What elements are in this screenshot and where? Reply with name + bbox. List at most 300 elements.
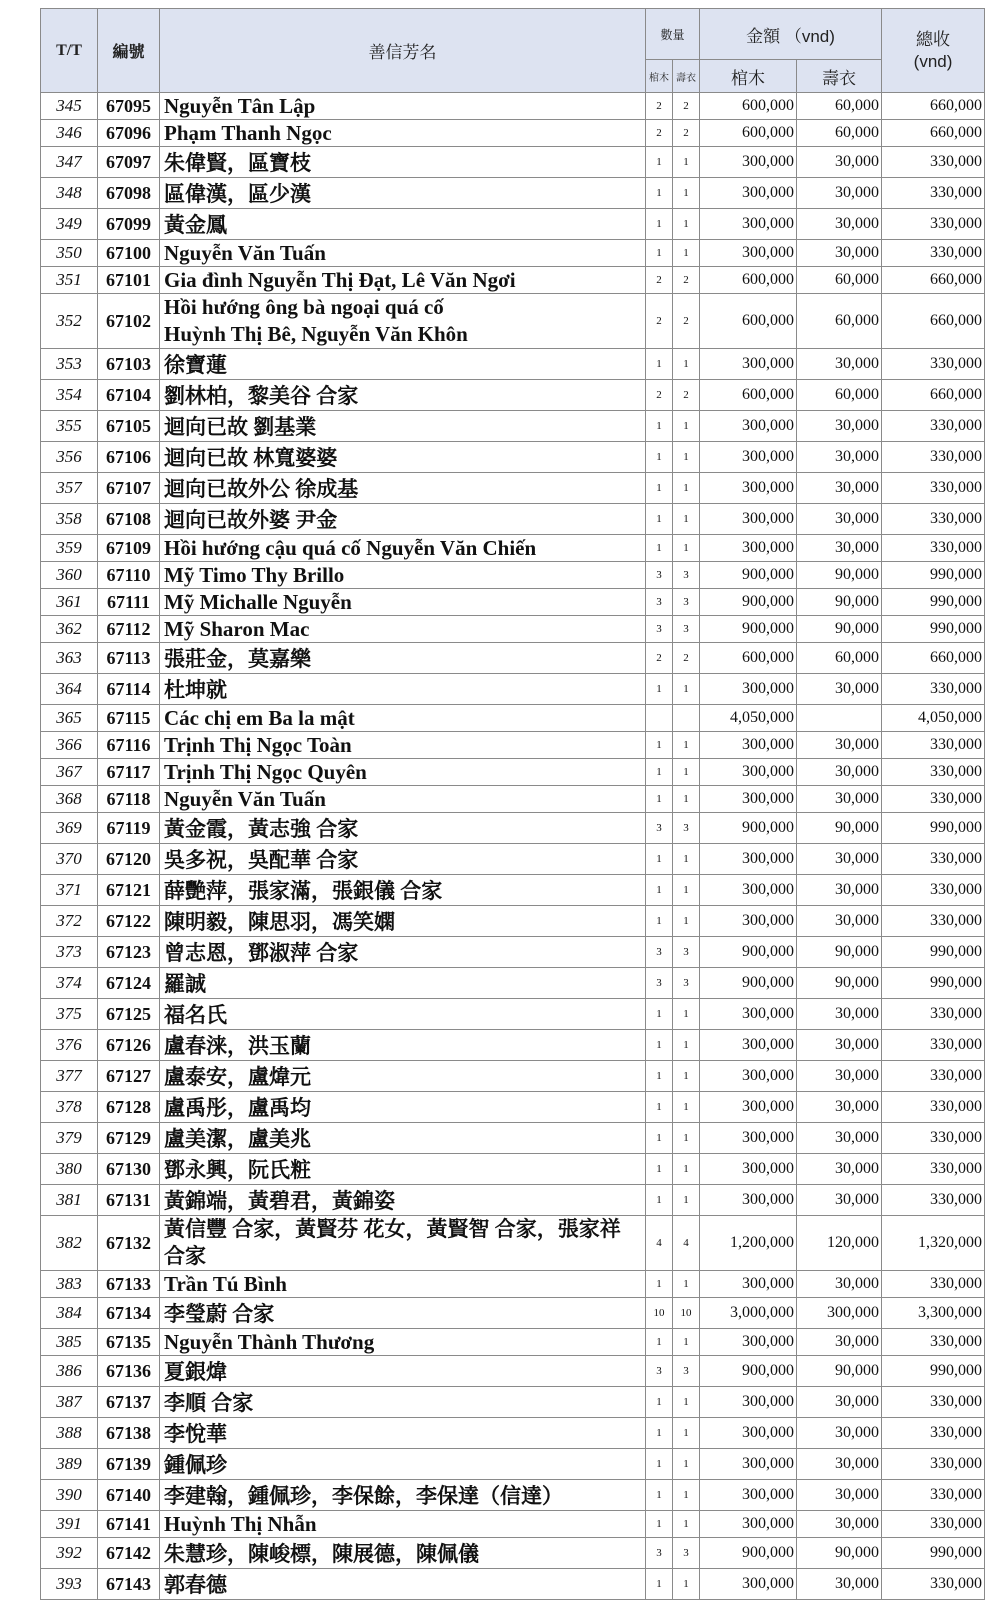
row-amount-clothes: 30,000 (797, 209, 882, 240)
row-name: 迴向已故外公 徐成基 (160, 473, 646, 504)
table-row (41, 875, 985, 906)
row-code: 67121 (98, 875, 160, 906)
row-qty-coffin: 3 (646, 616, 673, 643)
row-amount-coffin: 300,000 (700, 759, 797, 786)
table-row (41, 1480, 985, 1511)
row-number: 382 (41, 1216, 98, 1271)
row-qty-coffin: 1 (646, 1271, 673, 1298)
row-qty-clothes: 1 (673, 674, 700, 705)
row-amount-coffin: 600,000 (700, 93, 797, 120)
row-qty-coffin: 1 (646, 1092, 673, 1123)
row-amount-clothes: 90,000 (797, 968, 882, 999)
table-row (41, 93, 985, 120)
row-amount-clothes: 30,000 (797, 1387, 882, 1418)
row-amount-coffin: 300,000 (700, 1387, 797, 1418)
row-amount-coffin: 300,000 (700, 504, 797, 535)
row-number: 368 (41, 786, 98, 813)
row-total: 330,000 (882, 349, 985, 380)
row-amount-coffin: 300,000 (700, 844, 797, 875)
row-total: 4,050,000 (882, 705, 985, 732)
row-code: 67127 (98, 1061, 160, 1092)
row-amount-clothes: 30,000 (797, 999, 882, 1030)
row-qty-coffin: 1 (646, 732, 673, 759)
row-qty-coffin: 1 (646, 674, 673, 705)
row-name: 迴向已故外婆 尹金 (160, 504, 646, 535)
row-code: 67119 (98, 813, 160, 844)
table-row (41, 999, 985, 1030)
row-qty-coffin: 2 (646, 93, 673, 120)
row-number: 359 (41, 535, 98, 562)
row-total: 330,000 (882, 1329, 985, 1356)
row-name: Hồi hướng ông bà ngoại quá cố Huỳnh Thị Bê, Nguyễn Văn Khôn (160, 294, 646, 349)
row-name: 羅誠 (160, 968, 646, 999)
row-name: 迴向已故 林寬婆婆 (160, 442, 646, 473)
row-qty-coffin: 1 (646, 1418, 673, 1449)
row-qty-coffin: 1 (646, 442, 673, 473)
row-number: 374 (41, 968, 98, 999)
row-amount-clothes: 30,000 (797, 1569, 882, 1600)
row-qty-coffin: 1 (646, 1123, 673, 1154)
row-amount-coffin: 300,000 (700, 1569, 797, 1600)
row-number: 362 (41, 616, 98, 643)
table-row (41, 120, 985, 147)
row-qty-coffin: 1 (646, 786, 673, 813)
row-number: 387 (41, 1387, 98, 1418)
row-qty-clothes: 1 (673, 732, 700, 759)
row-amount-clothes: 60,000 (797, 380, 882, 411)
header-quantity: 數量 (646, 9, 700, 60)
table-row (41, 937, 985, 968)
table-row (41, 1123, 985, 1154)
row-total: 330,000 (882, 178, 985, 209)
row-amount-coffin: 900,000 (700, 1356, 797, 1387)
row-amount-clothes: 60,000 (797, 294, 882, 349)
row-number: 357 (41, 473, 98, 504)
header-tt: T/T (41, 9, 98, 93)
table-row (41, 906, 985, 937)
row-name: Nguyễn Văn Tuấn (160, 240, 646, 267)
row-qty-clothes: 3 (673, 968, 700, 999)
row-code: 67126 (98, 1030, 160, 1061)
row-total: 990,000 (882, 589, 985, 616)
row-total: 330,000 (882, 473, 985, 504)
row-code: 67101 (98, 267, 160, 294)
row-qty-clothes: 2 (673, 380, 700, 411)
row-amount-clothes: 60,000 (797, 93, 882, 120)
row-number: 383 (41, 1271, 98, 1298)
row-number: 372 (41, 906, 98, 937)
row-qty-clothes: 3 (673, 562, 700, 589)
row-total: 3,300,000 (882, 1298, 985, 1329)
row-qty-clothes: 1 (673, 1449, 700, 1480)
table-row (41, 968, 985, 999)
row-qty-coffin: 2 (646, 643, 673, 674)
row-amount-clothes: 30,000 (797, 1418, 882, 1449)
table-row (41, 1061, 985, 1092)
row-total: 660,000 (882, 120, 985, 147)
row-amount-coffin: 300,000 (700, 1329, 797, 1356)
row-qty-coffin: 1 (646, 906, 673, 937)
row-number: 389 (41, 1449, 98, 1480)
row-qty-clothes: 1 (673, 1511, 700, 1538)
row-amount-clothes: 30,000 (797, 759, 882, 786)
row-amount-clothes: 30,000 (797, 1154, 882, 1185)
row-qty-coffin: 3 (646, 1538, 673, 1569)
row-total: 330,000 (882, 1511, 985, 1538)
header-code: 編號 (98, 9, 160, 93)
row-qty-clothes: 2 (673, 643, 700, 674)
row-total: 990,000 (882, 813, 985, 844)
row-qty-coffin: 1 (646, 240, 673, 267)
row-code: 67109 (98, 535, 160, 562)
row-amount-coffin: 300,000 (700, 1154, 797, 1185)
row-name: 區偉漢，區少漢 (160, 178, 646, 209)
row-amount-coffin: 600,000 (700, 380, 797, 411)
row-number: 345 (41, 93, 98, 120)
row-code: 67096 (98, 120, 160, 147)
row-qty-clothes: 3 (673, 1356, 700, 1387)
row-qty-clothes: 1 (673, 1092, 700, 1123)
row-total: 330,000 (882, 759, 985, 786)
row-qty-coffin: 1 (646, 1511, 673, 1538)
row-name: 李建翰，鍾佩珍，李保餘，李保達（信達） (160, 1480, 646, 1511)
row-qty-coffin: 2 (646, 380, 673, 411)
row-total: 330,000 (882, 906, 985, 937)
row-qty-coffin: 1 (646, 1449, 673, 1480)
row-amount-clothes: 300,000 (797, 1298, 882, 1329)
row-qty-clothes: 1 (673, 1061, 700, 1092)
row-total: 330,000 (882, 240, 985, 267)
row-qty-coffin: 4 (646, 1216, 673, 1271)
row-name: Mỹ Michalle Nguyễn (160, 589, 646, 616)
row-qty-coffin: 3 (646, 1356, 673, 1387)
header-amount-clothes: 壽衣 (797, 60, 882, 93)
row-qty-coffin: 1 (646, 209, 673, 240)
row-amount-clothes: 30,000 (797, 147, 882, 178)
row-amount-coffin: 300,000 (700, 999, 797, 1030)
row-name: 黃信豐 合家，黃賢芬 花女，黃賢智 合家，張家祥 合家 (160, 1216, 646, 1271)
row-qty-clothes: 1 (673, 1154, 700, 1185)
table-row (41, 1569, 985, 1600)
row-amount-clothes: 30,000 (797, 504, 882, 535)
table-row (41, 674, 985, 705)
row-code: 67106 (98, 442, 160, 473)
row-name: Trần Tú Bình (160, 1271, 646, 1298)
row-amount-clothes: 90,000 (797, 589, 882, 616)
table-row (41, 759, 985, 786)
row-qty-coffin: 2 (646, 294, 673, 349)
row-number: 360 (41, 562, 98, 589)
row-qty-clothes: 4 (673, 1216, 700, 1271)
row-code: 67097 (98, 147, 160, 178)
table-row (41, 209, 985, 240)
row-number: 349 (41, 209, 98, 240)
row-name: Phạm Thanh Ngọc (160, 120, 646, 147)
row-number: 376 (41, 1030, 98, 1061)
row-amount-clothes: 90,000 (797, 562, 882, 589)
row-total: 330,000 (882, 999, 985, 1030)
row-amount-coffin: 1,200,000 (700, 1216, 797, 1271)
row-qty-clothes: 3 (673, 937, 700, 968)
row-amount-clothes: 30,000 (797, 473, 882, 504)
row-number: 353 (41, 349, 98, 380)
row-qty-clothes: 1 (673, 1387, 700, 1418)
row-amount-clothes: 30,000 (797, 1061, 882, 1092)
row-total: 330,000 (882, 1092, 985, 1123)
row-total: 990,000 (882, 968, 985, 999)
row-number: 369 (41, 813, 98, 844)
row-code: 67113 (98, 643, 160, 674)
row-name: 曾志恩，鄧淑萍 合家 (160, 937, 646, 968)
row-qty-clothes: 1 (673, 1185, 700, 1216)
row-number: 355 (41, 411, 98, 442)
row-code: 67134 (98, 1298, 160, 1329)
row-qty-coffin: 1 (646, 759, 673, 786)
row-qty-clothes: 2 (673, 294, 700, 349)
row-name: Nguyễn Tân Lập (160, 93, 646, 120)
row-total: 330,000 (882, 535, 985, 562)
row-number: 373 (41, 937, 98, 968)
table-row (41, 786, 985, 813)
row-name: 李悅華 (160, 1418, 646, 1449)
row-name: Gia đình Nguyễn Thị Đạt, Lê Văn Ngơi (160, 267, 646, 294)
table-row (41, 504, 985, 535)
row-code: 67124 (98, 968, 160, 999)
row-total: 330,000 (882, 1569, 985, 1600)
row-qty-coffin: 3 (646, 562, 673, 589)
row-qty-coffin: 1 (646, 1480, 673, 1511)
row-qty-coffin: 1 (646, 875, 673, 906)
row-amount-clothes: 30,000 (797, 1185, 882, 1216)
row-amount-coffin: 900,000 (700, 813, 797, 844)
table-row (41, 1538, 985, 1569)
header-amount: 金額 （vnd) (700, 9, 882, 60)
row-name: Mỹ Sharon Mac (160, 616, 646, 643)
row-qty-clothes: 2 (673, 120, 700, 147)
row-name: 鄧永興，阮氏粧 (160, 1154, 646, 1185)
row-amount-coffin: 900,000 (700, 562, 797, 589)
row-total: 330,000 (882, 1061, 985, 1092)
row-amount-coffin: 600,000 (700, 120, 797, 147)
row-qty-coffin: 1 (646, 178, 673, 209)
row-code: 67133 (98, 1271, 160, 1298)
row-qty-coffin (646, 705, 673, 732)
table-row (41, 1329, 985, 1356)
row-name: 朱偉賢，區寶枝 (160, 147, 646, 178)
row-number: 365 (41, 705, 98, 732)
row-total: 330,000 (882, 1387, 985, 1418)
table-row (41, 1418, 985, 1449)
row-name: Trịnh Thị Ngọc Quyên (160, 759, 646, 786)
row-amount-clothes: 120,000 (797, 1216, 882, 1271)
row-amount-coffin: 300,000 (700, 1061, 797, 1092)
row-total: 330,000 (882, 786, 985, 813)
row-amount-coffin: 300,000 (700, 906, 797, 937)
row-total: 330,000 (882, 844, 985, 875)
row-name: 李順 合家 (160, 1387, 646, 1418)
row-number: 351 (41, 267, 98, 294)
row-amount-coffin: 300,000 (700, 411, 797, 442)
row-name: 黃金鳳 (160, 209, 646, 240)
row-qty-coffin: 1 (646, 473, 673, 504)
row-amount-clothes: 30,000 (797, 240, 882, 267)
row-qty-clothes: 1 (673, 240, 700, 267)
table-row (41, 380, 985, 411)
table-row (41, 1387, 985, 1418)
row-amount-clothes: 30,000 (797, 1123, 882, 1154)
table-row (41, 473, 985, 504)
row-code: 67122 (98, 906, 160, 937)
row-code: 67131 (98, 1185, 160, 1216)
table-row (41, 1185, 985, 1216)
row-amount-clothes: 30,000 (797, 1030, 882, 1061)
table-row (41, 1298, 985, 1329)
header-qty-coffin: 棺木 (646, 60, 673, 93)
row-amount-clothes: 90,000 (797, 1538, 882, 1569)
row-number: 379 (41, 1123, 98, 1154)
row-code: 67114 (98, 674, 160, 705)
row-number: 390 (41, 1480, 98, 1511)
table-row (41, 1449, 985, 1480)
row-qty-coffin: 2 (646, 267, 673, 294)
row-name: 盧禹彤，盧禹均 (160, 1092, 646, 1123)
row-qty-clothes: 1 (673, 1123, 700, 1154)
row-amount-coffin: 300,000 (700, 1030, 797, 1061)
row-total: 660,000 (882, 380, 985, 411)
row-total: 990,000 (882, 1538, 985, 1569)
table-row (41, 411, 985, 442)
row-total: 330,000 (882, 674, 985, 705)
row-code: 67098 (98, 178, 160, 209)
table-row (41, 349, 985, 380)
row-name: 夏銀煒 (160, 1356, 646, 1387)
row-amount-coffin: 300,000 (700, 209, 797, 240)
row-amount-clothes: 90,000 (797, 1356, 882, 1387)
row-amount-coffin: 900,000 (700, 1538, 797, 1569)
row-amount-coffin: 300,000 (700, 1271, 797, 1298)
row-qty-clothes: 1 (673, 1480, 700, 1511)
row-amount-coffin: 300,000 (700, 442, 797, 473)
row-amount-clothes: 90,000 (797, 813, 882, 844)
row-total: 330,000 (882, 209, 985, 240)
row-amount-coffin: 4,050,000 (700, 705, 797, 732)
row-qty-clothes: 1 (673, 411, 700, 442)
row-amount-clothes: 90,000 (797, 937, 882, 968)
header-name: 善信芳名 (160, 9, 646, 93)
row-name: 黃錦端，黃碧君，黃錦姿 (160, 1185, 646, 1216)
row-number: 388 (41, 1418, 98, 1449)
row-number: 348 (41, 178, 98, 209)
row-qty-clothes: 2 (673, 267, 700, 294)
table-row (41, 1030, 985, 1061)
row-code: 67123 (98, 937, 160, 968)
row-qty-clothes: 1 (673, 473, 700, 504)
row-number: 367 (41, 759, 98, 786)
row-code: 67136 (98, 1356, 160, 1387)
table-row (41, 844, 985, 875)
row-qty-clothes: 1 (673, 178, 700, 209)
row-total: 330,000 (882, 411, 985, 442)
row-qty-coffin: 1 (646, 1030, 673, 1061)
row-amount-coffin: 300,000 (700, 875, 797, 906)
row-amount-clothes: 60,000 (797, 643, 882, 674)
table-row (41, 589, 985, 616)
row-qty-clothes: 1 (673, 1271, 700, 1298)
row-amount-coffin: 900,000 (700, 616, 797, 643)
row-number: 352 (41, 294, 98, 349)
row-code: 67139 (98, 1449, 160, 1480)
row-code: 67117 (98, 759, 160, 786)
row-amount-coffin: 300,000 (700, 240, 797, 267)
row-amount-clothes: 30,000 (797, 786, 882, 813)
table-body (41, 93, 985, 1600)
table-row (41, 294, 985, 349)
row-qty-coffin: 10 (646, 1298, 673, 1329)
row-code: 67120 (98, 844, 160, 875)
row-qty-clothes: 1 (673, 1418, 700, 1449)
row-qty-coffin: 1 (646, 1061, 673, 1092)
row-amount-clothes: 30,000 (797, 442, 882, 473)
row-qty-coffin: 1 (646, 1154, 673, 1185)
row-name: Trịnh Thị Ngọc Toàn (160, 732, 646, 759)
row-qty-coffin: 2 (646, 120, 673, 147)
row-code: 67102 (98, 294, 160, 349)
row-amount-coffin: 300,000 (700, 1449, 797, 1480)
table-row (41, 442, 985, 473)
row-amount-coffin: 300,000 (700, 1418, 797, 1449)
row-number: 377 (41, 1061, 98, 1092)
row-amount-clothes: 30,000 (797, 1271, 882, 1298)
row-code: 67099 (98, 209, 160, 240)
row-qty-clothes: 10 (673, 1298, 700, 1329)
row-qty-clothes: 3 (673, 813, 700, 844)
table-row (41, 562, 985, 589)
row-qty-clothes: 1 (673, 875, 700, 906)
row-qty-coffin: 1 (646, 504, 673, 535)
row-qty-coffin: 3 (646, 968, 673, 999)
row-amount-clothes: 30,000 (797, 732, 882, 759)
row-code: 67135 (98, 1329, 160, 1356)
row-qty-clothes: 1 (673, 786, 700, 813)
row-amount-clothes: 30,000 (797, 1092, 882, 1123)
row-total: 990,000 (882, 616, 985, 643)
row-name: 徐寶蓮 (160, 349, 646, 380)
table-row (41, 643, 985, 674)
row-code: 67108 (98, 504, 160, 535)
row-number: 347 (41, 147, 98, 178)
table-row (41, 813, 985, 844)
row-code: 67141 (98, 1511, 160, 1538)
table-row (41, 1271, 985, 1298)
row-amount-coffin: 300,000 (700, 1092, 797, 1123)
row-qty-clothes: 1 (673, 999, 700, 1030)
donation-table (40, 8, 985, 1600)
row-total: 330,000 (882, 1030, 985, 1061)
row-qty-clothes: 1 (673, 1030, 700, 1061)
row-amount-coffin: 300,000 (700, 535, 797, 562)
row-amount-clothes: 60,000 (797, 120, 882, 147)
row-amount-clothes: 30,000 (797, 1449, 882, 1480)
row-code: 67105 (98, 411, 160, 442)
row-amount-clothes (797, 705, 882, 732)
row-name: Các chị em Ba la mật (160, 705, 646, 732)
table-row (41, 535, 985, 562)
row-code: 67103 (98, 349, 160, 380)
row-qty-coffin: 1 (646, 349, 673, 380)
row-amount-coffin: 3,000,000 (700, 1298, 797, 1329)
row-qty-clothes: 1 (673, 442, 700, 473)
row-qty-coffin: 3 (646, 813, 673, 844)
